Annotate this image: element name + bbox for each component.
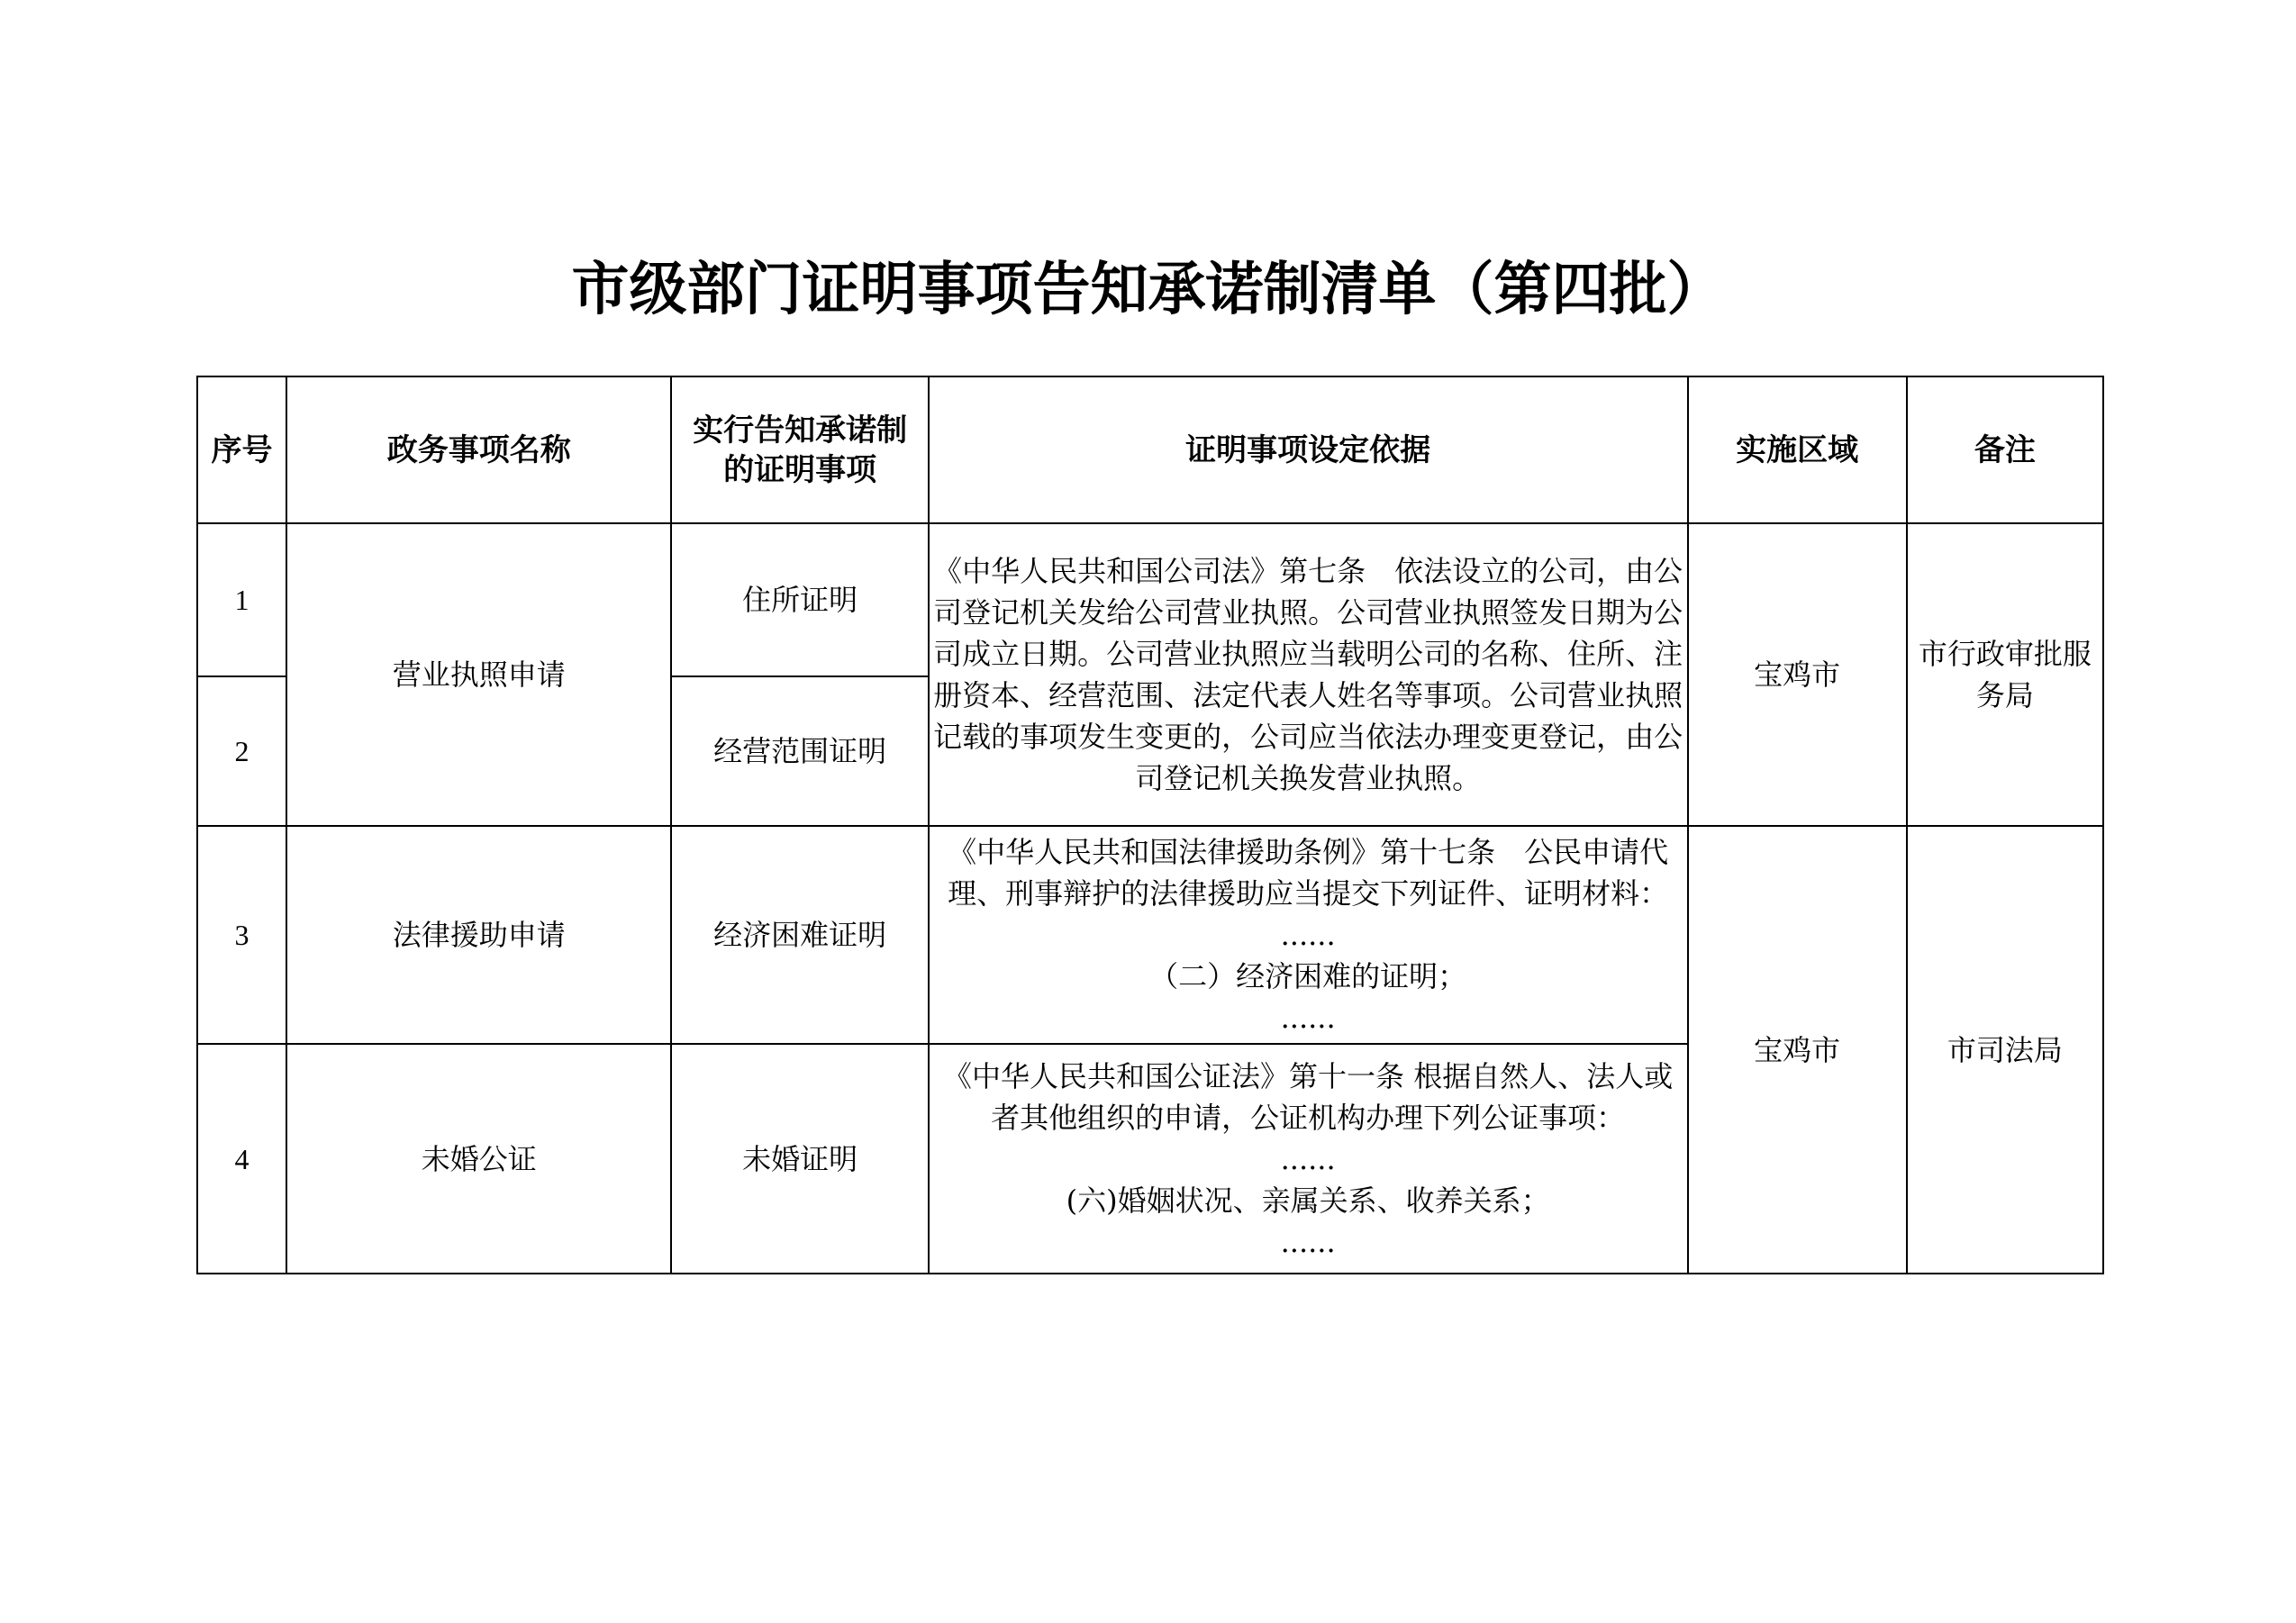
basis-line: ...... <box>1280 1001 1336 1035</box>
table-row <box>197 826 2103 1044</box>
basis-text: 《中华人民共和国公司法》第七条 依法设立的公司，由公司登记机关发给公司营业执照。公司营业执照签发日期为公司成立日期。公司营业执照应当载明公司的名称、住所、注册资本、经营范围、法定代表人姓名等事项。公司营业执照记载的事项发生变更的，公司应当依法办理变更登记，由公司登记机关换发营业执照。 <box>933 554 1683 795</box>
certification-list-table <box>196 376 2104 1274</box>
service-name-cell: 法律援助申请 <box>286 826 671 1044</box>
basis-line: 《中华人民共和国法律援助条例》第十七条 公民申请代理、刑事辩护的法律援助应当提交下列证件、证明材料： <box>948 835 1669 911</box>
header-area: 实施区域 <box>1688 376 1907 523</box>
table-row <box>197 523 2103 676</box>
row-seq: 4 <box>197 1044 286 1274</box>
remark-cell: 市司法局 <box>1907 826 2103 1274</box>
area-cell: 宝鸡市 <box>1688 826 1907 1274</box>
basis-cell <box>929 1044 1688 1274</box>
proof-item-cell: 经营范围证明 <box>671 676 928 826</box>
proof-item-cell: 住所证明 <box>671 523 928 676</box>
service-name-cell: 营业执照申请 <box>286 523 671 826</box>
basis-line: ...... <box>1280 1224 1336 1259</box>
header-service-name: 政务事项名称 <box>286 376 671 523</box>
basis-line: ...... <box>1280 1141 1336 1176</box>
header-proof-item <box>671 376 928 523</box>
basis-cell <box>929 523 1688 826</box>
proof-item-cell: 未婚证明 <box>671 1044 928 1274</box>
row-seq: 3 <box>197 826 286 1044</box>
remark-cell: 市行政审批服务局 <box>1907 523 2103 826</box>
header-proof-item-label: 实行告知承诺制的证明事项 <box>693 412 908 488</box>
proof-item-cell: 经济困难证明 <box>671 826 928 1044</box>
header-seq: 序号 <box>197 376 286 523</box>
basis-line: （二）经济困难的证明； <box>1149 959 1467 993</box>
header-basis: 证明事项设定依据 <box>929 376 1688 523</box>
service-name-cell: 未婚公证 <box>286 1044 671 1274</box>
table-header-row <box>197 376 2103 523</box>
basis-line: ...... <box>1280 918 1336 952</box>
area-cell: 宝鸡市 <box>1688 523 1907 826</box>
basis-line: (六)婚姻状况、亲属关系、收养关系； <box>1066 1183 1550 1218</box>
header-remark: 备注 <box>1907 376 2103 523</box>
basis-line: 《中华人民共和国公证法》第十一条 根据自然人、法人或者其他组织的申请，公证机构办理下列公证事项： <box>943 1058 1674 1135</box>
basis-cell <box>929 826 1688 1044</box>
row-seq: 1 <box>197 523 286 676</box>
page-title: 市级部门证明事项告知承诺制清单（第四批） <box>571 256 1725 323</box>
row-seq: 2 <box>197 676 286 826</box>
